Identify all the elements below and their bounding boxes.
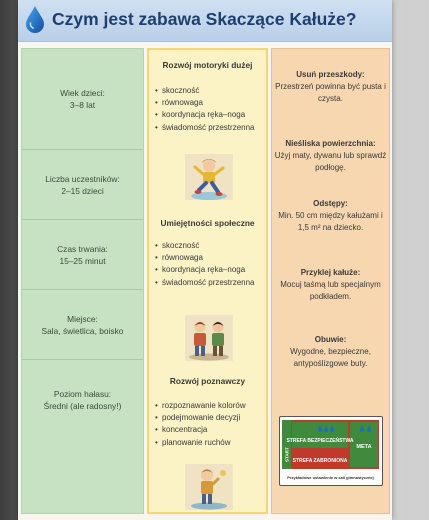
rule-title: Przyklej kałuże: [300,268,361,277]
skill-list [155,400,265,449]
skill-list [155,85,265,134]
page-title: Czym jest zabawa Skaczące Kałuże? [52,9,357,29]
finish-label: META [356,444,372,450]
skills-column [147,48,268,514]
section-title: Rozwój poznawczy [169,376,246,386]
info-value: 2–15 dzieci [61,185,104,196]
section-title: Umiejętności społeczne [160,218,255,228]
rule-tape [272,267,389,304]
map-caption: Przykładowe ustawienie w sali gimnastycznej [287,475,374,480]
info-noise [22,360,143,440]
list-item: • koncentracja [155,424,265,436]
rule-surface [272,138,389,175]
forbidden-zone-label: STREFA ZABRONIONA [292,458,348,464]
list-item: • świadomość przestrzenna [155,122,265,134]
list-item: • skoczność [155,85,265,97]
info-place [22,290,143,360]
rule-title: Nieśliska powierzchnia: [285,139,376,148]
water-drop-icon [24,4,46,34]
info-label: Miejsce: [67,313,98,324]
rule-title: Usuń przeszkody: [296,70,365,79]
list-item: • świadomość przestrzenna [155,277,265,289]
info-value: Średni (ale radosny!) [43,401,122,411]
list-item: • koordynacja ręka–noga [155,109,265,121]
info-age [22,49,143,150]
rule-obstacles [272,69,389,106]
rule-footwear [272,334,389,371]
rule-text: Użyj maty, dywanu lub sprawdź podłogę. [274,151,387,173]
list-item: • skoczność [155,240,265,252]
rule-title: Odstępy: [313,199,348,208]
info-label: Czas trwania: [57,243,108,254]
info-duration [22,220,143,290]
rule-text: Wygodne, bezpieczne, antypoślizgowe buty. [290,347,371,369]
skill-list [155,240,265,289]
safe-zone-label: STREFA BEZPIECZEŃSTWA [286,438,354,444]
info-value: 15–25 minut [59,255,106,266]
info-label: Poziom hałasu: [53,389,112,399]
start-label: START [284,447,290,462]
list-item: • równowaga [155,252,265,264]
list-item: • rozpoznawanie kolorów [155,400,265,412]
header-bar [18,0,392,42]
zone-map [279,416,383,486]
list-item: • podejmowanie decyzji [155,412,265,424]
zone-map-drawing [280,417,381,484]
rule-text: Przestrzeń powinna być pusta i czysta. [275,82,386,104]
children-illustration [185,315,233,361]
list-item: • koordynacja ręka–noga [155,264,265,276]
jumping-child-illustration [185,154,233,200]
rule-title: Obuwie: [314,335,347,344]
info-participants [22,150,143,220]
info-label: Wiek dzieci: [60,88,105,98]
rule-text: Mocuj taśmą lub specjalnym podkładem. [280,280,381,302]
content-columns [21,46,390,514]
rule-text: Min. 50 cm między kałużami i 1,5 m² na dziecko. [278,211,383,233]
rule-spacing [272,198,389,235]
list-item: • planowanie ruchów [155,437,265,449]
info-column [21,48,144,514]
info-value: Sala, świetlica, boisko [41,325,124,336]
info-value: 3–8 lat [69,100,96,110]
section-title: Rozwój motoryki dużej [162,60,253,70]
info-label: Liczba uczestników: [45,173,120,184]
thinking-child-illustration [185,464,233,510]
list-item: • równowaga [155,97,265,109]
rules-column [271,48,390,514]
worksheet [18,0,392,520]
